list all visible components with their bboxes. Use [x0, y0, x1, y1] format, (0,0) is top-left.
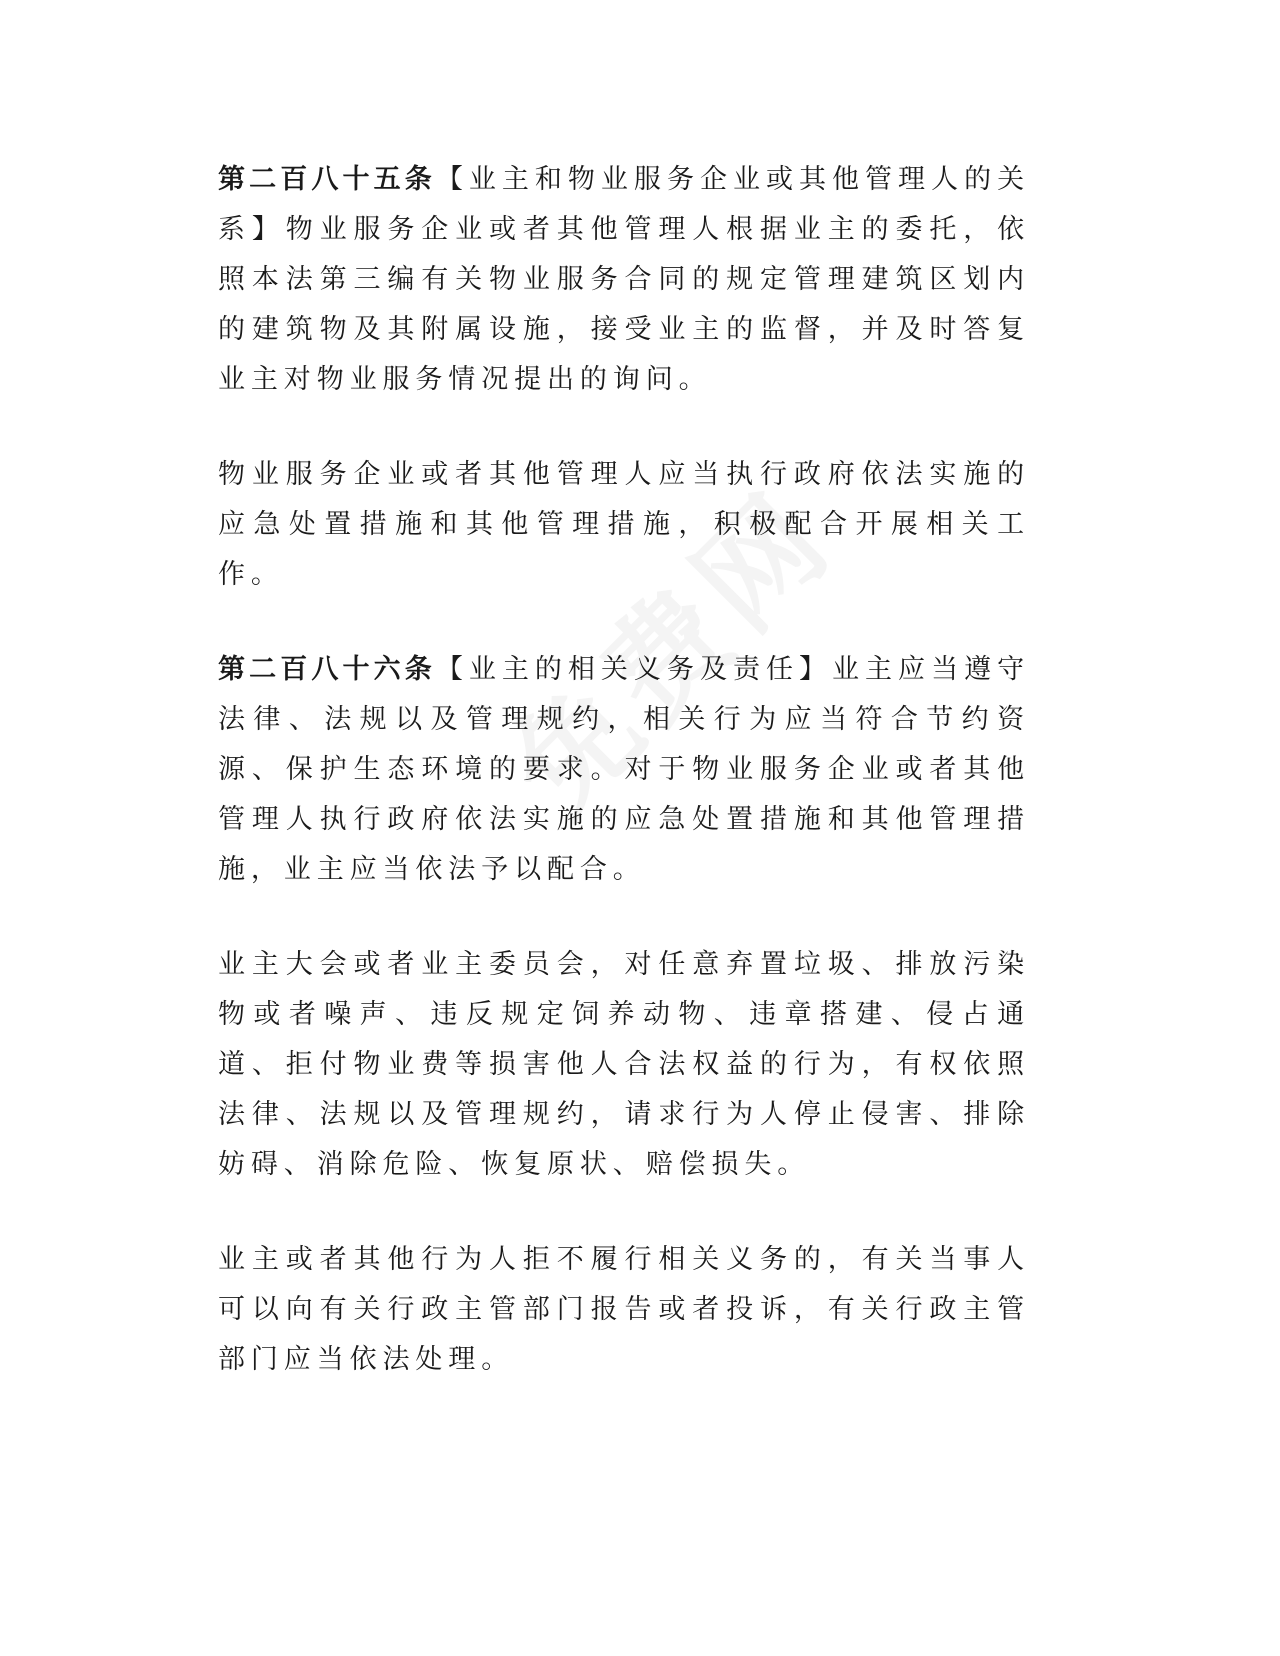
article-285: [218, 155, 1030, 405]
article-286-heading: 【业主的相关义务及责任】: [435, 654, 833, 685]
article-285-heading: 【业主和物业服务企业或其他管理人的关系】: [218, 164, 1031, 245]
article-286-body: 业主应当遵守法律、法规以及管理规约，相关行为应当符合节约资源、保护生态环境的要求。对于物业服务企业或者其他管理人执行政府依法实施的应急处置措施和其他管理措施，业主应当依法予以配合。: [218, 654, 1030, 885]
article-286-paragraph-2: 业主大会或者业主委员会，对任意弃置垃圾、排放污染物或者噪声、违反规定饲养动物、违章搭建、侵占通道、拒付物业费等损害他人合法权益的行为，有权依照法律、法规以及管理规约，请求行为人停止侵害、排除妨碍、消除危险、恢复原状、赔偿损失。: [218, 949, 1030, 1180]
article-285-body: 物业服务企业或者其他管理人根据业主的委托，依照本法第三编有关物业服务合同的规定管理建筑区划内的建筑物及其附属设施，接受业主的监督，并及时答复业主对物业服务情况提出的询问。: [218, 214, 1030, 395]
article-286-title: 第二百八十六条: [218, 654, 436, 685]
article-286-paragraph-3: 业主或者其他行为人拒不履行相关义务的，有关当事人可以向有关行政主管部门报告或者投诉，有关行政主管部门应当依法处理。: [218, 1244, 1030, 1375]
article-285-title: 第二百八十五条: [218, 164, 436, 195]
article-285-paragraph-2: 物业服务企业或者其他管理人应当执行政府依法实施的应急处置措施和其他管理措施，积极配合开展相关工作。: [218, 459, 1030, 590]
article-286: [218, 645, 1030, 895]
document-body: [218, 155, 1030, 1430]
